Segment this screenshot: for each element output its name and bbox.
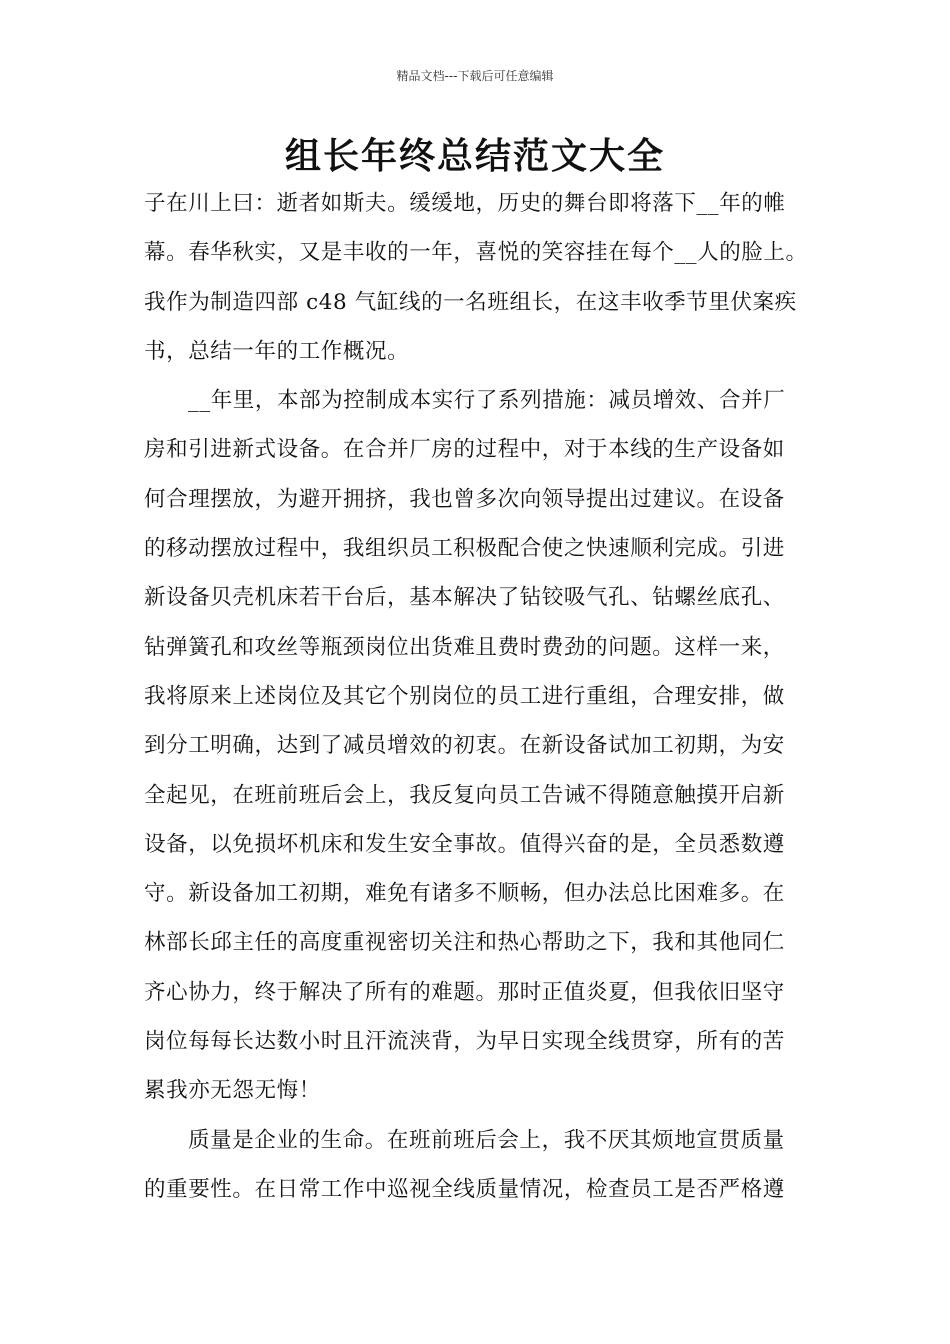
text-line: 到分工明确，达到了减员增效的初衷。在新设备试加工初期，为安 [144, 733, 785, 759]
document-body [144, 179, 824, 1214]
text-line: 林部长邱主任的高度重视密切关注和热心帮助之下，我和其他同仁 [144, 930, 785, 956]
text-line: 守。新设备加工初期，难免有诸多不顺畅，但办法总比困难多。在 [144, 881, 785, 907]
text-line: 幕。春华秋实，又是丰收的一年，喜悦的笑容挂在每个__人的脸上。 [144, 240, 808, 266]
text-line: 的移动摆放过程中，我组织员工积极配合使之快速顺利完成。引进 [144, 536, 785, 562]
text-line: 齐心协力，终于解决了所有的难题。那时正值炎夏，但我依旧坚守 [144, 979, 785, 1005]
text-line: 书，总结一年的工作概况。 [144, 338, 410, 364]
text-line: 我将原来上述岗位及其它个别岗位的员工进行重组，合理安排，做 [144, 683, 785, 709]
text-line: 质量是企业的生命。在班前班后会上，我不厌其烦地宣贯质量 [188, 1127, 785, 1153]
text-line: 房和引进新式设备。在合并厂房的过程中，对于本线的生产设备如 [144, 437, 785, 463]
text-line: 何合理摆放，为避开拥挤，我也曾多次向领导提出过建议。在设备 [144, 486, 785, 512]
text-line: 设备，以免损坏机床和发生安全事故。值得兴奋的是，全员悉数遵 [144, 831, 785, 857]
text-line: 岗位每每长达数小时且汗流浃背，为早日实现全线贯穿，所有的苦 [144, 1029, 785, 1055]
text-line: 子在川上曰：逝者如斯夫。缓缓地，历史的舞台即将落下__年的帷 [144, 191, 786, 216]
text-line: 全起见，在班前班后会上，我反复向员工告诫不得随意触摸开启新 [144, 782, 785, 808]
header-note: 精品文档---下载后可任意编辑 [396, 69, 554, 83]
text-line: 的重要性。在日常工作中巡视全线质量情况，检查员工是否严格遵 [144, 1176, 785, 1202]
text-line: 我作为制造四部 c48 气缸线的一名班组长，在这丰收季节里伏案疾 [144, 289, 797, 315]
text-line: 新设备贝壳机床若干台后，基本解决了钻铰吸气孔、钻螺丝底孔、 [144, 585, 785, 611]
text-line: 钻弹簧孔和攻丝等瓶颈岗位出货难且费时费劲的问题。这样一来， [144, 634, 785, 660]
text-line: 累我亦无怨无悔！ [144, 1078, 321, 1104]
document-title: 组长年终总结范文大全 [284, 136, 665, 177]
text-line: __年里，本部为控制成本实行了系列措施：减员增效、合并厂 [188, 388, 786, 414]
